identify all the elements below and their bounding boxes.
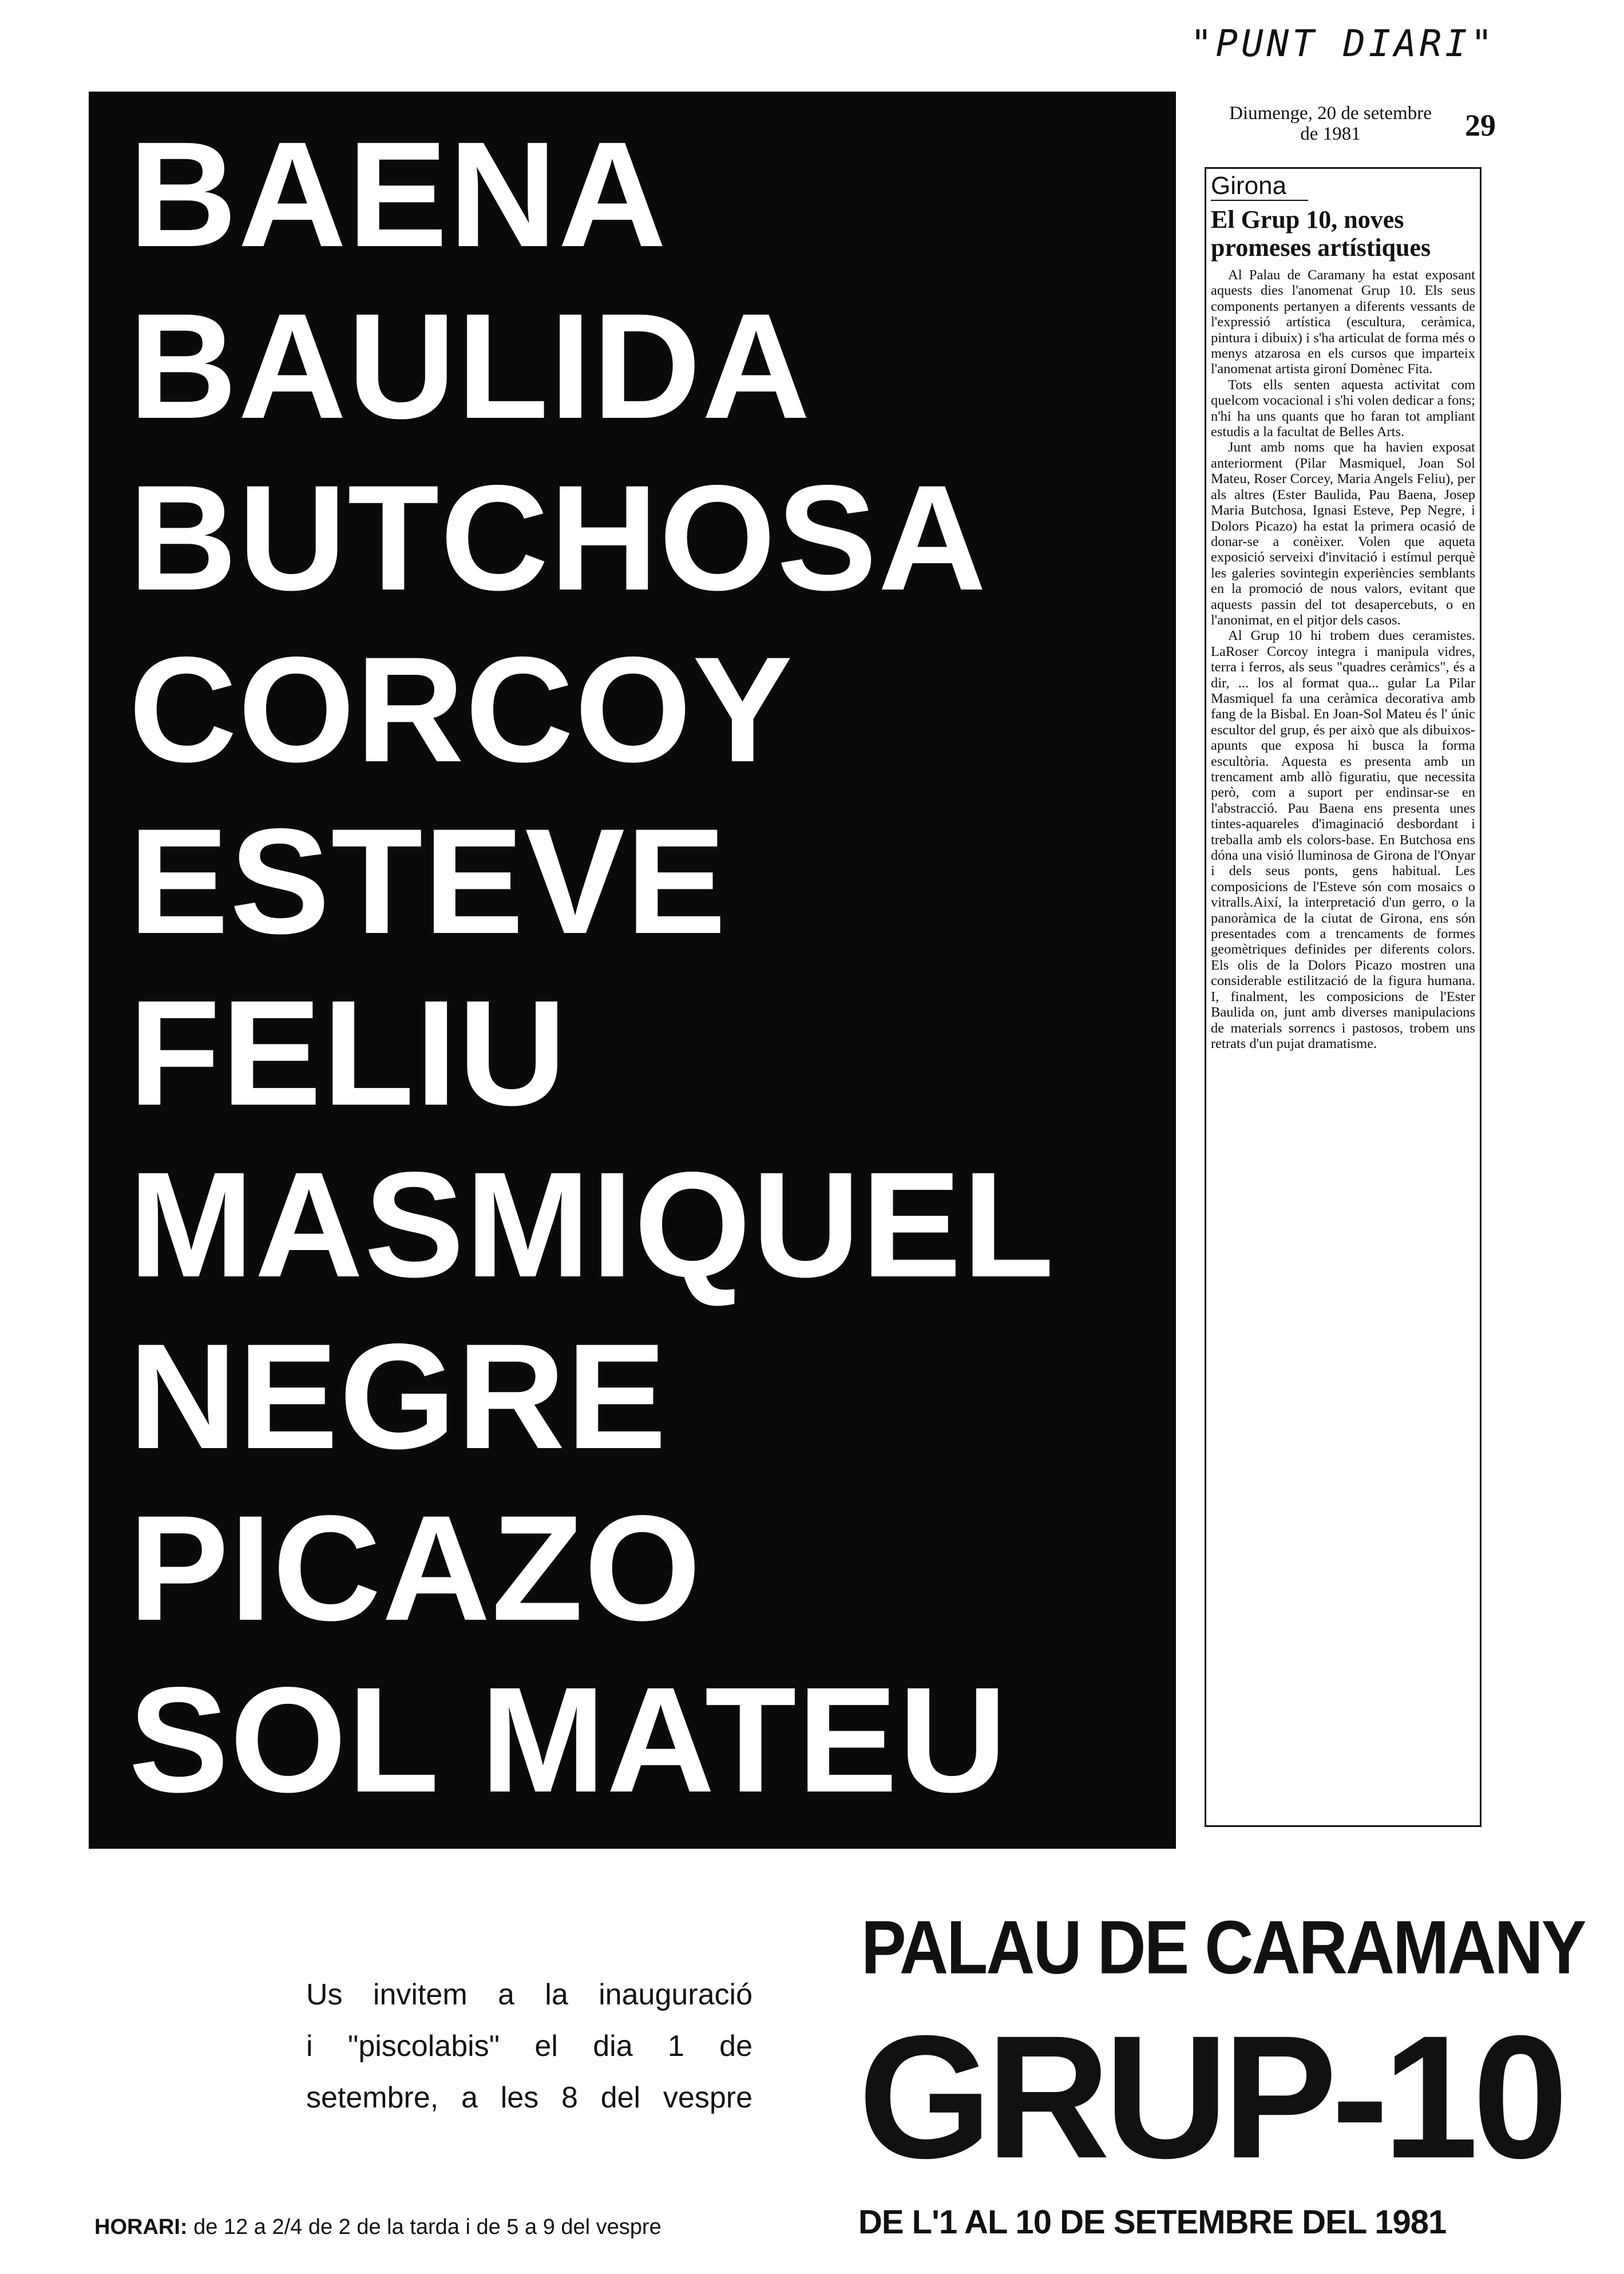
handwritten-note: "PUNT DIARI" (1190, 23, 1496, 65)
clipping-date-line2: de 1981 (1300, 124, 1361, 144)
artist-names-list (129, 109, 1170, 1826)
clipping-headline: El Grup 10, noves promeses artístiques (1211, 205, 1431, 262)
artist-name: BAENA (129, 110, 668, 278)
clipping-paragraph: Tots ells senten aquesta activitat com quelcom vocacional i s'hi volen dedicar a fons; n'hi ha uns quants que ho faran tot ampliant estudis a la facultat de Belles Arts. (1211, 377, 1475, 440)
clipping-section: Girona (1211, 172, 1308, 201)
artist-name: SOL MATEU (129, 1656, 1008, 1824)
clipping-paragraph: Junt amb noms que ha havien exposat anteriorment (Pilar Masmiquel, Joan Sol Mateu, Roser Corcey, Maria Angels Feliu), per als altres (Ester Baulida, Pau Baena, Josep Maria Butchosa, Ignasi Esteve, Pep Negre, i Dolors Picazo) ha estat la primera ocasió de donar-se a conèixer. Volen que aqueta exposició serveixi d'invitació i estímul perquè les galeries sovintegin experiències semblants en la promoció de nous valors, evitant que aquests passin del tot desapercebuts, o en l'anonimat, en el pitjor dels casos. (1211, 440, 1475, 628)
artist-name: BAULIDA (129, 282, 811, 450)
exhibition-dates: DE L'1 AL 10 DE SETEMBRE DEL 1981 (858, 2204, 1447, 2241)
opening-hours-text: de 12 a 2/4 de 2 de la tarda i de 5 a 9 del vespre (193, 2215, 662, 2239)
venue-name: PALAU DE CARAMANY (861, 1905, 1585, 1990)
artist-names-panel (89, 92, 1176, 1849)
artist-name: MASMIQUEL (129, 1141, 1056, 1308)
opening-hours (94, 2214, 804, 2240)
invitation-text (306, 1969, 752, 2123)
clipping-date (1205, 103, 1456, 144)
invitation-line: i "piscolabis" el dia 1 de (306, 2030, 752, 2063)
artist-name: FELIU (129, 969, 568, 1137)
clipping-page-number: 29 (1465, 108, 1496, 143)
invitation-line: setembre, a les 8 del vespre (306, 2081, 752, 2114)
opening-hours-label: HORARI: (94, 2215, 188, 2239)
clipping-article (1205, 167, 1482, 1827)
artist-name: NEGRE (129, 1312, 668, 1480)
newspaper-clipping (1205, 103, 1502, 1827)
artist-name: PICAZO (129, 1484, 702, 1652)
clipping-paragraph: Al Palau de Caramany ha estat exposant aquests dies l'anomenat Grup 10. Els seus components pertanyen a diferents vessants de l'expressió artística (escultura, ceràmica, pintura i dibuix) i s'ha articulat de forma més o menys atzarosa en els cursos que imparteix l'anomenat artista gironí Domènec Fita. (1211, 267, 1475, 377)
artist-name: CORCOY (129, 626, 794, 793)
exhibition-title: GRUP-10 (858, 1998, 1563, 2195)
clipping-date-line1: Diumenge, 20 de setembre (1229, 103, 1432, 124)
invitation-line: Us invitem a la inauguració (306, 1978, 752, 2011)
artist-name: BUTCHOSA (129, 454, 988, 622)
artist-name: ESTEVE (129, 797, 727, 965)
clipping-paragraph: Al Grup 10 hi trobem dues ceramistes. LaRoser Corcoy integra i manipula vidres, terra i ferros, als seus "quadres ceràmics", és a dir, ... los al format qua... gular La Pilar Masmiquel fa una ceràmica decorativa amb fang de la Bisbal. En Joan-Sol Mateu és l' únic escultor del grup, és per això que als dibuixos-apunts que exposa hi busca la forma escultòria. Aquesta es presenta amb un trencament amb allò figuratiu, que necessita però, com a suport per endinsar-se en l'abstracció. Pau Baena ens presenta unes tintes-aquareles d'imaginació desbordant i treballa amb els colors-base. En Butchosa ens dóna una visió lluminosa de Girona de l'Onyar i dels seus ponts, gens habitual. Les composicions de l'Esteve són com mosaics o vitralls.Així, la interpretació d'un gerro, o la panoràmica de la ciutat de Girona, ens són presentades com a trencaments de formes geomètriques definides per diferents colors. Els olis de la Dolors Picazo mostren una considerable estilització de la figura humana. I, finalment, les composicions de l'Ester Baulida on, junt amb diverses manipulacions de materials sorrencs i pastosos, trobem uns retrats d'un pujat dramatisme. (1211, 628, 1475, 1051)
